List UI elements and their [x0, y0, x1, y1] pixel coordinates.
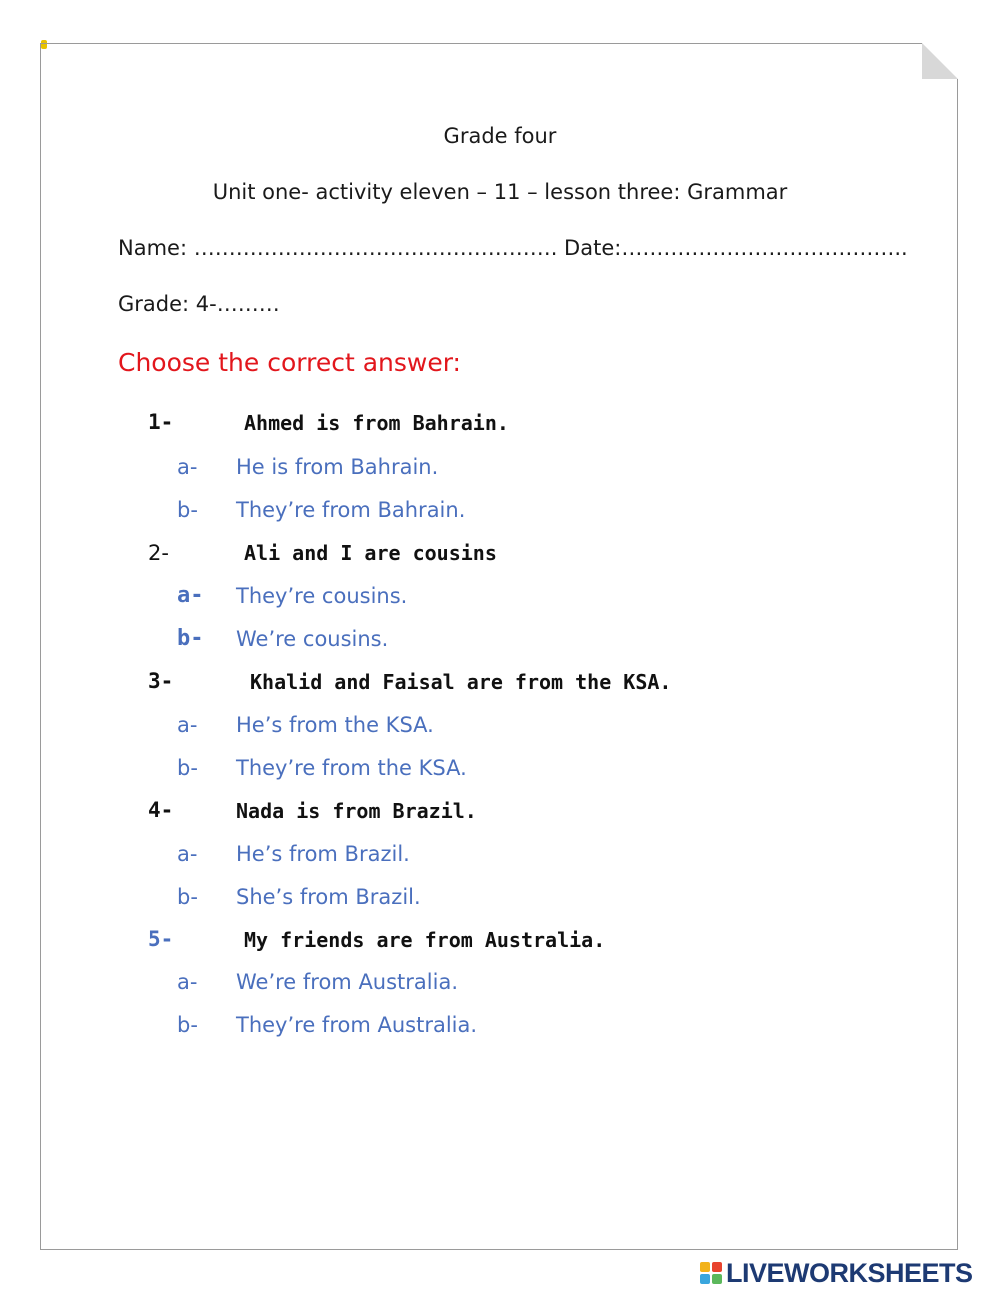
option-text[interactable]: They’re cousins. — [236, 584, 408, 608]
question-number: 4- — [148, 798, 174, 822]
page-fold-corner — [922, 43, 958, 79]
instruction-heading: Choose the correct answer: — [118, 348, 461, 377]
option-label: a- — [177, 970, 198, 994]
question-number: 3- — [148, 669, 174, 693]
option-text[interactable]: They’re from Australia. — [236, 1013, 478, 1037]
option-text[interactable]: He is from Bahrain. — [236, 455, 439, 479]
option-label: b- — [177, 498, 198, 522]
unit-line: Unit one- activity eleven – 11 – lesson three: Grammar — [212, 180, 788, 204]
option-label: a- — [177, 842, 198, 866]
option-text[interactable]: She’s from Brazil. — [236, 885, 421, 909]
liveworksheets-logo[interactable] — [700, 1259, 973, 1287]
question-text: Ahmed is from Bahrain. — [244, 411, 509, 435]
brand-name: LIVEWORKSHEETS — [726, 1257, 973, 1288]
option-text[interactable]: They’re from the KSA. — [236, 756, 467, 780]
question-text: Ali and I are cousins — [244, 541, 497, 565]
option-text[interactable]: He’s from the KSA. — [236, 713, 434, 737]
name-date-line: Name: ……………………………………………. Date:………………………………….. — [118, 236, 908, 260]
liveworksheets-mark-icon — [700, 1262, 722, 1284]
option-label: a- — [177, 455, 198, 479]
grade-line: Grade: 4-……… — [118, 292, 280, 316]
question-text: My friends are from Australia. — [244, 928, 606, 952]
option-text[interactable]: He’s from Brazil. — [236, 842, 410, 866]
option-label: b- — [177, 756, 198, 780]
option-label: b- — [177, 1013, 198, 1037]
question-text: Nada is from Brazil. — [236, 799, 477, 823]
option-label: a- — [177, 583, 204, 608]
question-number: 5- — [148, 927, 174, 951]
question-number: 2- — [148, 541, 169, 565]
option-text[interactable]: They’re from Bahrain. — [236, 498, 466, 522]
option-text[interactable]: We’re from Australia. — [236, 970, 459, 994]
option-label: b- — [177, 885, 198, 909]
question-number: 1- — [148, 410, 174, 434]
question-text: Khalid and Faisal are from the KSA. — [250, 670, 672, 694]
option-label: a- — [177, 713, 198, 737]
option-label: b- — [177, 626, 204, 651]
grade-title: Grade four — [443, 124, 557, 148]
option-text[interactable]: We’re cousins. — [236, 627, 389, 651]
